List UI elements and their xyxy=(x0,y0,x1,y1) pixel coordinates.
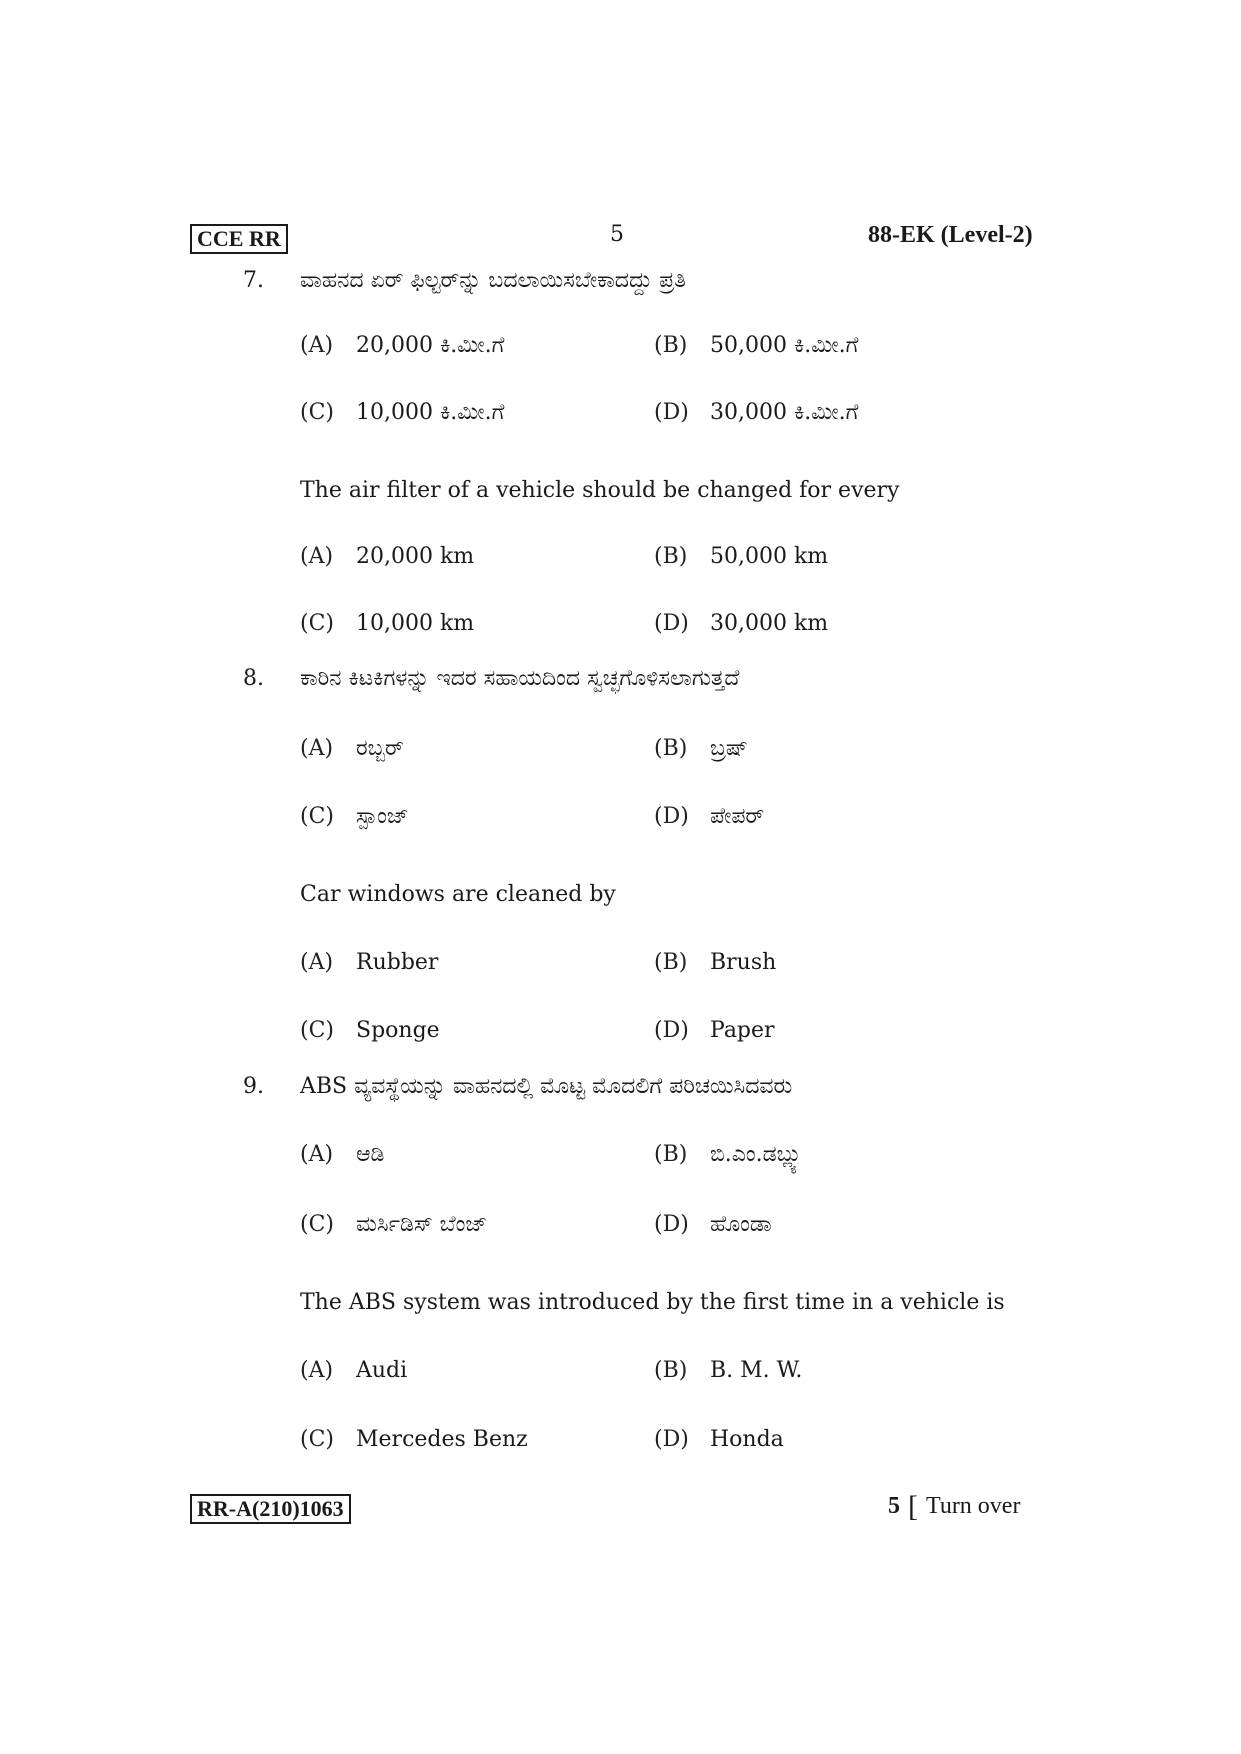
question-text-english: The air filter of a vehicle should be changed for every xyxy=(300,478,900,503)
option-letter: (D) xyxy=(654,804,689,829)
option-text: ಪೇಪರ್ xyxy=(710,804,765,829)
option-text: ಆಡಿ xyxy=(356,1142,385,1167)
option-text: B. M. W. xyxy=(710,1358,803,1383)
option-letter: (A) xyxy=(300,333,334,358)
option-text: Paper xyxy=(710,1018,775,1043)
footer-code-box: RR-A(210)1063 xyxy=(190,1494,351,1524)
option-text: Brush xyxy=(710,950,777,975)
option-text: Rubber xyxy=(356,950,439,975)
footer-turn-over xyxy=(888,1489,1021,1523)
option-letter: (A) xyxy=(300,736,334,761)
question-number: 9. xyxy=(243,1074,264,1099)
header-page-number: 5 xyxy=(610,222,624,247)
option-letter: (B) xyxy=(654,544,688,569)
question-number: 8. xyxy=(243,666,264,691)
option-text: 30,000 ಕಿ.ಮೀ.ಗೆ xyxy=(710,400,859,425)
turn-over-label: Turn over xyxy=(926,1493,1021,1519)
question-text-kannada: ಕಾರಿನ ಕಿಟಕಿಗಳನ್ನು ಇದರ ಸಹಾಯದಿಂದ ಸ್ವಚ್ಛಗೊಳಿಸಲಾಗುತ್ತದೆ xyxy=(300,666,740,691)
option-text: 30,000 km xyxy=(710,611,829,636)
header-code-box: CCE RR xyxy=(190,224,288,254)
option-text: 50,000 ಕಿ.ಮೀ.ಗೆ xyxy=(710,333,859,358)
question-number: 7. xyxy=(243,268,264,293)
option-text: ಸ್ಪಾಂಜ್ xyxy=(356,804,409,829)
option-text: ಬಿ.ಎಂ.ಡಬ್ಲ್ಯು xyxy=(710,1142,806,1167)
header-paper-code: 88-EK (Level-2) xyxy=(868,222,1033,248)
option-letter: (C) xyxy=(300,1427,334,1452)
option-letter: (A) xyxy=(300,1142,334,1167)
option-text: Sponge xyxy=(356,1018,440,1043)
footer-bracket: [ xyxy=(908,1489,918,1523)
option-text: ಬ್ರಷ್ xyxy=(710,736,748,761)
question-text-english: Car windows are cleaned by xyxy=(300,882,616,907)
option-text: 50,000 km xyxy=(710,544,829,569)
option-letter: (B) xyxy=(654,333,688,358)
option-letter: (C) xyxy=(300,400,334,425)
option-letter: (D) xyxy=(654,1212,689,1237)
option-letter: (B) xyxy=(654,1358,688,1383)
option-letter: (C) xyxy=(300,804,334,829)
option-letter: (A) xyxy=(300,1358,334,1383)
footer-page-number: 5 xyxy=(888,1493,900,1519)
option-letter: (B) xyxy=(654,950,688,975)
option-text: 10,000 ಕಿ.ಮೀ.ಗೆ xyxy=(356,400,505,425)
option-text: 10,000 km xyxy=(356,611,475,636)
option-text: 20,000 ಕಿ.ಮೀ.ಗೆ xyxy=(356,333,505,358)
option-text: ಮರ್ಸಿಡಿಸ್ ಬೆಂಜ್ xyxy=(356,1212,488,1237)
option-letter: (D) xyxy=(654,611,689,636)
option-text: 20,000 km xyxy=(356,544,475,569)
question-text-kannada: ವಾಹನದ ಏರ್ ಫಿಲ್ಟರ್‌ನ್ನು ಬದಲಾಯಿಸಬೇಕಾದದ್ದು ಪ್ರತಿ xyxy=(300,268,686,293)
option-letter: (C) xyxy=(300,611,334,636)
option-text: Mercedes Benz xyxy=(356,1427,528,1452)
option-letter: (D) xyxy=(654,400,689,425)
option-letter: (C) xyxy=(300,1212,334,1237)
question-text-english: The ABS system was introduced by the first time in a vehicle is xyxy=(300,1290,1005,1315)
option-text: Honda xyxy=(710,1427,784,1452)
question-text-kannada: ABS ವ್ಯವಸ್ಥೆಯನ್ನು ವಾಹನದಲ್ಲಿ ಮೊಟ್ಟ ಮೊದಲಿಗೆ ಪರಿಚಯಿಸಿದವರು xyxy=(300,1074,793,1099)
option-text: Audi xyxy=(356,1358,408,1383)
option-letter: (A) xyxy=(300,544,334,569)
option-letter: (B) xyxy=(654,1142,688,1167)
option-text: ಹೊಂಡಾ xyxy=(710,1212,772,1237)
option-text: ರಬ್ಬರ್ xyxy=(356,736,404,761)
option-letter: (D) xyxy=(654,1427,689,1452)
option-letter: (A) xyxy=(300,950,334,975)
option-letter: (B) xyxy=(654,736,688,761)
option-letter: (D) xyxy=(654,1018,689,1043)
option-letter: (C) xyxy=(300,1018,334,1043)
